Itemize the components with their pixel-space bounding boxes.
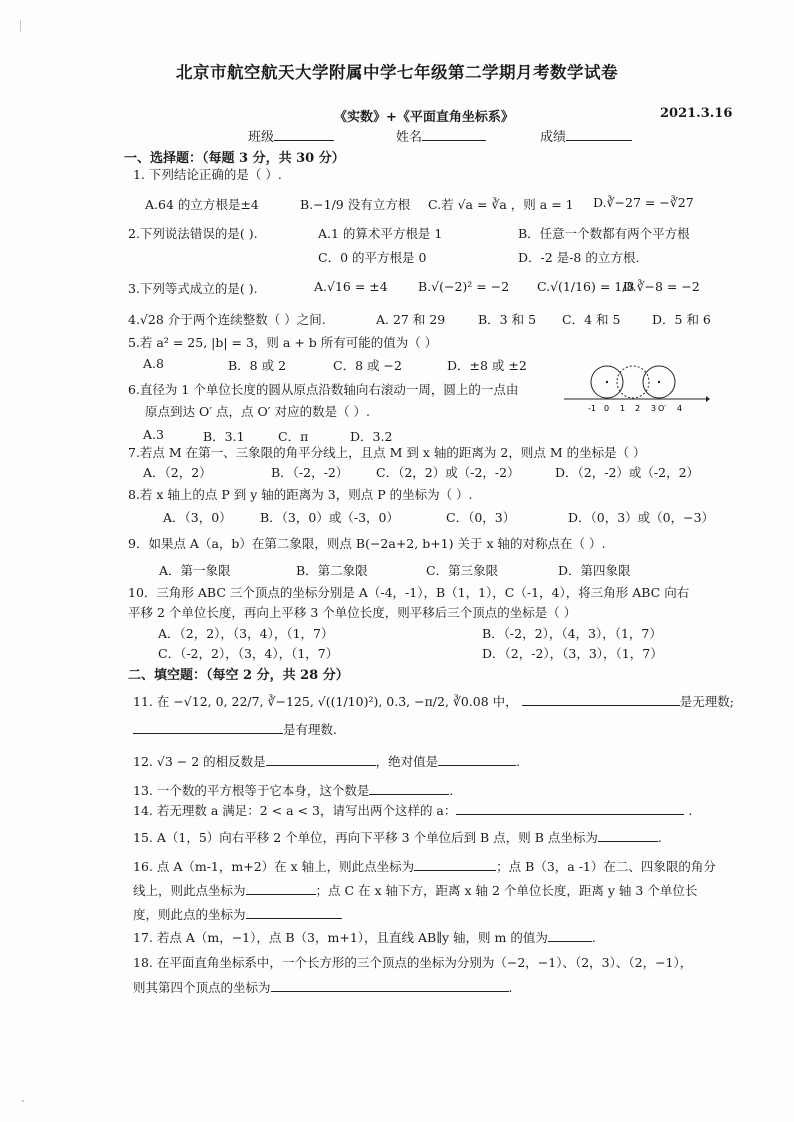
q18-line-2: 则其第四个顶点的坐标为 . bbox=[133, 980, 513, 995]
q6-option-a: A.3 bbox=[143, 427, 164, 442]
q11-rational-label: 是有理数. bbox=[283, 722, 337, 737]
q4-stem: 4.√28 介于两个连续整数（ ）之间. bbox=[128, 312, 326, 327]
q8-option-b: B．（3，0）或（-3，0） bbox=[260, 510, 399, 525]
q8-stem: 8.若 x 轴上的点 P 到 y 轴的距离为 3，则点 P 的坐标为（ ）. bbox=[128, 487, 473, 502]
q7-option-c: C．（2，2）或（-2，-2） bbox=[376, 465, 520, 480]
q4-option-b: B．3 和 5 bbox=[478, 312, 537, 327]
q6-stem: 6.直径为 1 个单位长度的圆从原点沿数轴向右滚动一周，圆上的一点由 bbox=[128, 382, 519, 397]
q5-stem: 5.若 a² = 25, |b| = 3，则 a + b 所有可能的值为（ ） bbox=[128, 335, 438, 350]
q14-blank[interactable] bbox=[456, 802, 684, 816]
q9-option-b: B．第二象限 bbox=[296, 563, 368, 578]
tick-label: 1 bbox=[620, 404, 626, 413]
q6-stem-2: 原点到达 O′ 点，点 O′ 对应的数是（ ）. bbox=[145, 404, 371, 419]
name-label: 姓名 bbox=[396, 130, 423, 145]
exam-title: 北京市航空航天大学附属中学七年级第二学期月考数学试卷 bbox=[176, 63, 618, 82]
q6-option-b: B．3.1 bbox=[203, 429, 245, 444]
q15-line: 15. A（1，5）向右平移 2 个单位，再向下平移 3 个单位后到 B 点，则 B 点坐标为 . bbox=[133, 830, 662, 845]
q4-option-d: D．5 和 6 bbox=[652, 312, 711, 327]
q11-stem: 11. 在 −√12, 0, 22/7, ∛−125, √((1/10)²), 0.3̇, −π/2, ∛0.08 中， bbox=[133, 694, 518, 709]
q8-option-c: C．（0，3） bbox=[446, 510, 516, 525]
q10-option-a: A．（2，2），（3，4），（1，7） bbox=[158, 626, 334, 641]
class-blank[interactable] bbox=[274, 127, 334, 141]
q10-option-b: B．（-2，2），（4，3），（1，7） bbox=[482, 626, 662, 641]
q10-stem-2: 平移 2 个单位长度，再向上平移 3 个单位长度，则平移后三个顶点的坐标是（ ） bbox=[128, 605, 577, 620]
q11-line-2 bbox=[133, 720, 337, 738]
q13-line: 13. 一个数的平方根等于它本身，这个数是 . bbox=[133, 783, 454, 798]
q1-option-b: B.−1/9 没有立方根 bbox=[300, 197, 411, 212]
middle-circle bbox=[617, 366, 649, 398]
number-line-arrow bbox=[706, 396, 710, 402]
q9-option-d: D．第四象限 bbox=[558, 563, 631, 578]
q3-option-c: C.√(1/16) = 1/8 bbox=[537, 279, 635, 294]
q7-option-d: D．（2，-2）或（-2，2） bbox=[555, 465, 700, 480]
q13-stem: 13. 一个数的平方根等于它本身，这个数是 bbox=[133, 783, 370, 798]
q16-a-blank[interactable] bbox=[414, 858, 496, 872]
q17-line: 17. 若点 A（m，−1），点 B（3，m+1），且直线 AB∥y 轴，则 m 的值为 . bbox=[133, 930, 596, 945]
q16-b-blank[interactable] bbox=[246, 882, 316, 896]
q18-line-1: 18. 在平面直角坐标系中，一个长方形的三个顶点的坐标为分别为（−2，−1）、（2，3）、（2，−1）， bbox=[133, 955, 693, 970]
q11-rational-blank[interactable] bbox=[133, 721, 283, 735]
start-center bbox=[606, 381, 608, 383]
end-center bbox=[658, 381, 660, 383]
q12-opposite-blank[interactable] bbox=[266, 753, 376, 767]
scan-mark bbox=[20, 20, 21, 32]
tick-label: 0 bbox=[604, 404, 610, 413]
q9-option-a: A．第一象限 bbox=[159, 563, 231, 578]
q17-blank[interactable] bbox=[548, 929, 592, 943]
q6-option-c: C．π bbox=[278, 429, 309, 444]
q10-option-c: C．（-2，2），（3，4），（1，7） bbox=[158, 646, 339, 661]
class-label: 班级 bbox=[248, 130, 275, 145]
q1-option-c: C.若 √a = ∛a ，则 a = 1 bbox=[428, 197, 574, 212]
q1-option-a: A.64 的立方根是±4 bbox=[145, 197, 259, 212]
q13-blank[interactable] bbox=[369, 782, 449, 796]
q16-stem-c: 线上，则此点坐标为 bbox=[133, 883, 246, 898]
q16-stem-e: 度，则此点的坐标为 bbox=[133, 907, 246, 922]
q2-stem: 2.下列说法错误的是( ). bbox=[128, 226, 258, 241]
exam-date: 2021.3.16 bbox=[660, 106, 733, 121]
tick-labels bbox=[588, 404, 682, 413]
q1-stem: 1. 下列结论正确的是（ ）. bbox=[133, 167, 282, 182]
class-field bbox=[248, 126, 334, 145]
q3-stem: 3.下列等式成立的是( ). bbox=[128, 281, 258, 296]
q4-option-c: C．4 和 5 bbox=[562, 312, 621, 327]
q1-option-d: D.∛−27 = −∛27 bbox=[593, 195, 694, 210]
q8-option-d: D．（0，3）或（0，−3） bbox=[568, 510, 715, 525]
score-blank[interactable] bbox=[566, 127, 632, 141]
q11-irrational-blank[interactable] bbox=[522, 693, 680, 707]
q9-stem: 9．如果点 A（a，b）在第二象限，则点 B(−2a+2, b+1) 关于 x 轴的对称点在（ ）. bbox=[128, 536, 606, 551]
q12-abs-label: ，绝对值是 bbox=[375, 754, 439, 769]
tick-label: -1 bbox=[588, 404, 596, 413]
score-label: 成绩 bbox=[540, 130, 567, 145]
q15-blank[interactable] bbox=[598, 829, 658, 843]
q5-option-b: B．8 或 2 bbox=[228, 358, 287, 373]
q11-irrational-label: 是无理数; bbox=[679, 694, 734, 709]
exam-subtitle: 《实数》+《平面直角坐标系》 bbox=[334, 110, 514, 125]
q2-option-d: D．-2 是-8 的立方根. bbox=[518, 250, 640, 265]
q12-abs-blank[interactable] bbox=[438, 753, 516, 767]
score-field bbox=[540, 126, 632, 145]
q10-stem: 10．三角形 ABC 三个顶点的坐标分别是 A（-4，-1），B（1，1），C（-1，4），将三角形 ABC 向右 bbox=[128, 585, 690, 600]
q3-option-a: A.√16 = ±4 bbox=[314, 279, 388, 294]
q14-stem: 14. 若无理数 a 满足：2 < a < 3，请写出两个这样的 a： bbox=[133, 803, 457, 818]
q17-stem: 17. 若点 A（m，−1），点 B（3，m+1），且直线 AB∥y 轴，则 m 的值为 bbox=[133, 930, 548, 945]
q11-line-1 bbox=[133, 692, 734, 710]
q16-line-3 bbox=[133, 905, 342, 923]
q7-option-b: B．（-2，-2） bbox=[271, 465, 349, 480]
q16-stem-d: ；点 C 在 x 轴下方，距离 x 轴 2 个单位长度，距离 y 轴 3 个单位长 bbox=[315, 883, 698, 898]
section-2-title: 二、填空题：（每空 2 分，共 28 分） bbox=[128, 668, 349, 683]
q16-line-1 bbox=[133, 857, 716, 875]
name-blank[interactable] bbox=[422, 127, 486, 141]
q4-option-a: A. 27 和 29 bbox=[376, 312, 446, 327]
q5-option-d: D．±8 或 ±2 bbox=[447, 358, 527, 373]
q6-option-d: D．3.2 bbox=[350, 429, 393, 444]
tick-label: 4 bbox=[677, 404, 683, 413]
q3-option-d: D.∛−8 = −2 bbox=[623, 279, 700, 294]
q16-line-2 bbox=[133, 881, 697, 899]
q2-option-c: C．0 的平方根是 0 bbox=[318, 250, 427, 265]
tick-label: O′ bbox=[658, 404, 667, 413]
q7-stem: 7.若点 M 在第一、三象限的角平分线上，且点 M 到 x 轴的距离为 2，则点 M 的坐标是（ ） bbox=[128, 445, 646, 460]
q10-option-d: D．（2，-2），（3，3），（1，7） bbox=[482, 646, 663, 661]
q18-stem: 则其第四个顶点的坐标为 bbox=[133, 980, 271, 995]
rolling-circle-figure bbox=[560, 355, 710, 417]
q2-option-b: B．任意一个数都有两个平方根 bbox=[518, 226, 690, 241]
q14-line: 14. 若无理数 a 满足：2 < a < 3，请写出两个这样的 a： . bbox=[133, 803, 693, 818]
q8-option-a: A．（3，0） bbox=[163, 510, 232, 525]
scan-mark bbox=[22, 1100, 24, 1102]
q3-option-b: B.√(−2)² = −2 bbox=[418, 279, 510, 294]
q2-option-a: A.1 的算术平方根是 1 bbox=[318, 226, 443, 241]
name-field bbox=[396, 126, 486, 145]
tick-label: 3 bbox=[651, 404, 657, 413]
q18-blank[interactable] bbox=[271, 979, 509, 993]
tick-label: 2 bbox=[635, 404, 641, 413]
q12-stem: 12. √3 − 2 的相反数是 bbox=[133, 754, 266, 769]
q5-option-c: C．8 或 −2 bbox=[333, 358, 402, 373]
q9-option-c: C．第三象限 bbox=[426, 563, 499, 578]
q5-option-a: A.8 bbox=[143, 356, 164, 371]
q16-stem-a: 16. 点 A（m-1，m+2）在 x 轴上，则此点坐标为 bbox=[133, 859, 415, 874]
q16-stem-b: ；点 B（3，a -1）在二、四象限的角分 bbox=[496, 859, 716, 874]
q12-line: 12. √3 − 2 的相反数是 ，绝对值是 . bbox=[133, 754, 521, 769]
section-1-title: 一、选择题：（每题 3 分，共 30 分） bbox=[124, 151, 345, 166]
q15-stem: 15. A（1，5）向右平移 2 个单位，再向下平移 3 个单位后到 B 点，则 B 点坐标为 bbox=[133, 830, 598, 845]
q16-c-blank[interactable] bbox=[246, 906, 342, 920]
q7-option-a: A．（2，2） bbox=[143, 465, 212, 480]
